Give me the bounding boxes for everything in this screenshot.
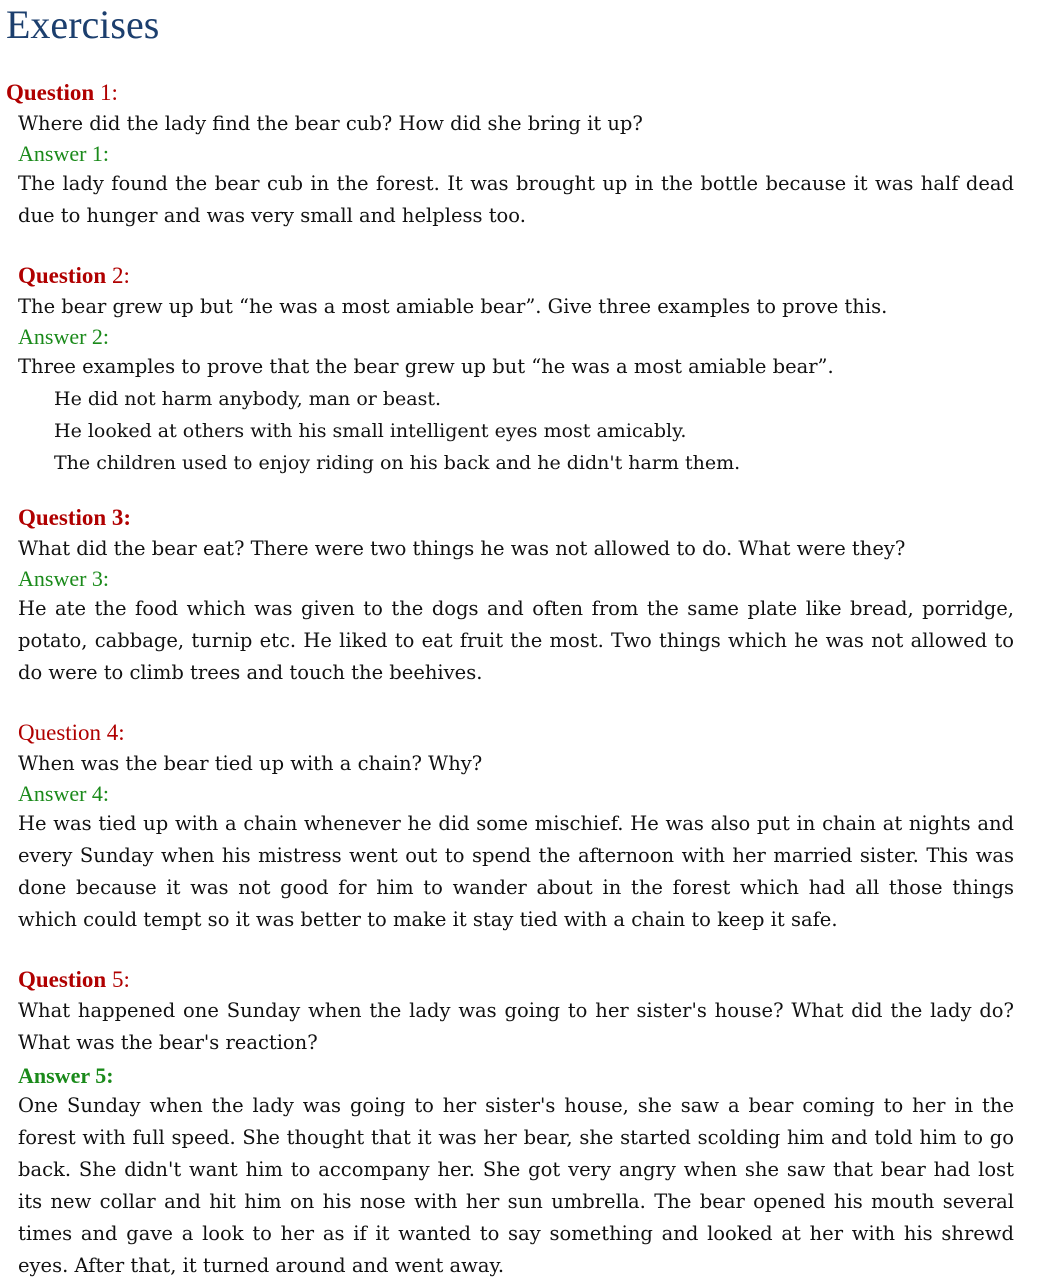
example-item: He did not harm anybody, man or beast. — [54, 388, 442, 410]
answer-1-label: Answer 1: — [18, 141, 110, 166]
answer-3-label: Answer 3: — [18, 566, 110, 591]
answer-2-label: Answer 2: — [18, 324, 110, 349]
answer-4-label: Answer 4: — [18, 781, 110, 806]
example-item: He looked at others with his small intelligent eyes most amicably. — [54, 420, 687, 442]
question-1-block — [6, 78, 1014, 232]
question-5-label — [18, 965, 1014, 995]
question-4-text: When was the bear tied up with a chain? Why? — [18, 752, 483, 775]
question-1-text: Where did the lady find the bear cub? How did she bring it up? — [18, 112, 643, 135]
question-4-label: Question 4: — [18, 720, 125, 745]
answer-5-text: One Sunday when the lady was going to her sister's house, she saw a bear coming to her in the forest with full speed. She thought that it was her bear, she started scolding him and told him to go back. She didn't want him to accompany her. She got very angry when she saw that bear had lost its new collar and hit him on his nose with her sun umbrella. The bear opened his mouth several times and gave a look to her as if it wanted to say something and looked at her with his shrewd eyes. After that, it turned around and went away. — [18, 1094, 1014, 1277]
question-5-number: 5: — [111, 967, 130, 992]
answer-5-label: Answer 5: — [18, 1063, 114, 1088]
question-3-label: Question 3: — [18, 505, 132, 530]
question-5-word: Question — [18, 967, 107, 992]
question-2-label — [18, 261, 1014, 291]
answer-4-text: He was tied up with a chain whenever he did some mischief. He was also put in chain at nights and every Sunday when his mistress went out to spend the afternoon with her married sister. This was done because it was not good for him to wander about in the forest which had all those things which could tempt so it was better to make it stay tied with a chain to keep it safe. — [18, 812, 1014, 931]
answer-3-text: He ate the food which was given to the dogs and often from the same plate like bread, porridge, potato, cabbage, turnip etc. He liked to eat fruit the most. Two things which he was not allowed to do were to climb trees and touch the beehives. — [18, 597, 1014, 684]
question-2-number: 2: — [111, 263, 130, 288]
question-3-text: What did the bear eat? There were two things he was not allowed to do. What were they? — [18, 537, 906, 560]
question-2-text: The bear grew up but “he was a most amiable bear”. Give three examples to prove this. — [18, 295, 888, 318]
question-4-block — [18, 718, 1014, 936]
answer-2-text: Three examples to prove that the bear grew up but “he was a most amiable bear”. — [18, 355, 834, 378]
question-5-text: What happened one Sunday when the lady was going to her sister's house? What did the lady do? What was the bear's reaction? — [18, 999, 1014, 1054]
question-2-block — [18, 261, 1014, 479]
question-2-word: Question — [18, 263, 107, 288]
page-title: Exercises — [6, 2, 160, 47]
example-item: The children used to enjoy riding on his back and he didn't harm them. — [54, 452, 741, 474]
answer-2-examples — [18, 383, 1014, 479]
question-3-block — [18, 503, 1014, 689]
question-1-label — [6, 78, 1014, 108]
question-1-word: Question — [6, 80, 95, 105]
question-5-block — [18, 965, 1014, 1282]
answer-1-text: The lady found the bear cub in the forest. It was brought up in the bottle because it was half dead due to hunger and was very small and helpless too. — [18, 172, 1014, 227]
question-1-number: 1: — [99, 80, 118, 105]
